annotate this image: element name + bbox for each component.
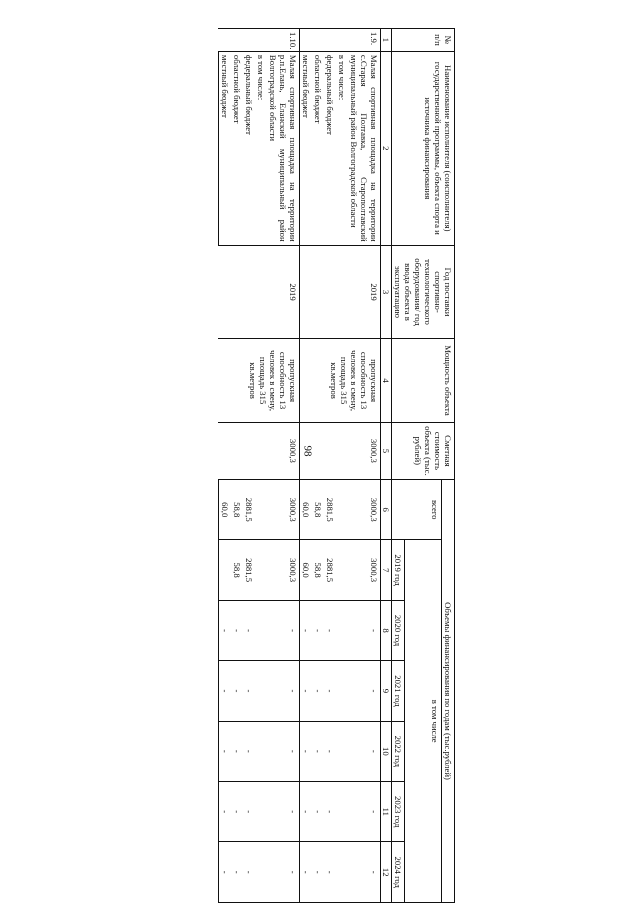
value-2023: -	[348, 782, 381, 842]
budget-2022: -	[324, 721, 336, 781]
budget-2023: -	[300, 782, 313, 842]
budget-2019: 58,8	[312, 540, 324, 600]
budget-2023: -	[243, 782, 255, 842]
budget-total: 2881,5	[324, 480, 336, 540]
object-capacity: пропускная способность 13 человек в смену, площадь 315 кв.метров	[300, 339, 381, 422]
header-2021: 2021 год	[392, 661, 405, 721]
budget-label: федеральный бюджет	[243, 51, 255, 245]
value-2023: -	[267, 782, 300, 842]
col-number: 6	[381, 480, 392, 540]
col-number: 3	[381, 245, 392, 339]
subrow-label: в том числе:	[255, 51, 267, 245]
value-2019: 3000,3	[267, 540, 300, 600]
budget-2024: -	[231, 842, 243, 903]
budget-label: местный бюджет	[300, 51, 313, 245]
budget-label: федеральный бюджет	[324, 51, 336, 245]
object-cost: 3000,3	[219, 422, 300, 479]
budget-2024: -	[324, 842, 336, 903]
budget-2022: -	[243, 721, 255, 781]
budget-2022: -	[219, 721, 232, 781]
col-number: 7	[381, 540, 392, 600]
value-2021: -	[267, 661, 300, 721]
header-2019: 2019 год	[392, 540, 405, 600]
budget-2020: -	[324, 600, 336, 660]
budget-2022: -	[300, 721, 313, 781]
value-2020: -	[267, 600, 300, 660]
budget-total: 58,8	[312, 480, 324, 540]
budget-total: 58,8	[231, 480, 243, 540]
budget-2020: -	[312, 600, 324, 660]
budget-2023: -	[219, 782, 232, 842]
object-year: 2019	[300, 245, 381, 339]
header-2023: 2023 год	[392, 782, 405, 842]
budget-2021: -	[231, 661, 243, 721]
table-row	[267, 29, 300, 903]
budget-2019: 60,0	[300, 540, 313, 600]
value-2024: -	[348, 842, 381, 903]
financing-table	[218, 28, 455, 903]
value-2020: -	[348, 600, 381, 660]
header-including: в том числе	[405, 540, 442, 903]
row-number: 1.10.	[219, 29, 300, 52]
value-2021: -	[348, 661, 381, 721]
header-2022: 2022 год	[392, 721, 405, 781]
total-value: 3000,3	[348, 480, 381, 540]
budget-label: областной бюджет	[312, 51, 324, 245]
col-number: 8	[381, 600, 392, 660]
col-number: 4	[381, 339, 392, 422]
value-2022: -	[348, 721, 381, 781]
budget-2022: -	[231, 721, 243, 781]
budget-2024: -	[219, 842, 232, 903]
object-name: Малая спортивная площадка на территории с.Старая Полтавка, Старополтавский муниципальный район Волгоградской области	[348, 51, 381, 245]
budget-2019: 58,8	[231, 540, 243, 600]
budget-2019: 2881,5	[243, 540, 255, 600]
header-num: № п/п	[392, 29, 455, 52]
budget-2020: -	[219, 600, 232, 660]
budget-2024: -	[312, 842, 324, 903]
budget-label: местный бюджет	[219, 51, 232, 245]
object-name: Малая спортивная площадка на территории р.п.Елань, Еланский муниципальный район Волгоградской области	[267, 51, 300, 245]
budget-total: 60,0	[300, 480, 313, 540]
budget-2019: 2881,5	[324, 540, 336, 600]
col-number: 5	[381, 422, 392, 479]
col-number: 11	[381, 782, 392, 842]
budget-label: областной бюджет	[231, 51, 243, 245]
header-total: всего	[392, 480, 442, 540]
budget-2024: -	[300, 842, 313, 903]
object-year: 2019	[219, 245, 300, 339]
col-number: 10	[381, 721, 392, 781]
budget-2023: -	[324, 782, 336, 842]
header-name: Наименование исполнителя (соисполнителя) государственной программы, объекта спорта и источника финансирования	[392, 51, 455, 245]
header-cost: Сметная стоимость объекта (тыс. рублей)	[392, 422, 455, 479]
header-2024: 2024 год	[392, 842, 405, 903]
subrow-label: в том числе:	[336, 51, 348, 245]
budget-2021: -	[243, 661, 255, 721]
value-2022: -	[267, 721, 300, 781]
object-capacity: пропускная способность 13 человек в смену, площадь 315 кв.метров	[219, 339, 300, 422]
budget-total: 60,0	[219, 480, 232, 540]
value-2024: -	[267, 842, 300, 903]
budget-2023: -	[312, 782, 324, 842]
budget-2020: -	[231, 600, 243, 660]
page-number: 98	[301, 445, 314, 457]
total-value: 3000,3	[267, 480, 300, 540]
col-number: 12	[381, 842, 392, 903]
col-number: 2	[381, 51, 392, 245]
header-capacity: Мощность объекта	[392, 339, 455, 422]
budget-2022: -	[312, 721, 324, 781]
rotated-table-container	[5, 28, 455, 918]
header-funding: Объемы финансирования по годам (тыс.рублей)	[442, 480, 455, 903]
header-2020: 2020 год	[392, 600, 405, 660]
budget-2020: -	[300, 600, 313, 660]
table-row	[348, 29, 381, 903]
object-cost: 3000,3	[300, 422, 381, 479]
budget-2021: -	[300, 661, 313, 721]
row-number: 1.9.	[300, 29, 381, 52]
col-number: 1	[381, 29, 392, 52]
budget-2024: -	[243, 842, 255, 903]
budget-2020: -	[243, 600, 255, 660]
budget-2021: -	[312, 661, 324, 721]
header-year: Год поставки спортивно-технологического оборудования/ год ввода объекта в эксплуатацию	[392, 245, 455, 339]
budget-2019	[219, 540, 232, 600]
budget-2023: -	[231, 782, 243, 842]
value-2019: 3000,3	[348, 540, 381, 600]
budget-2021: -	[219, 661, 232, 721]
budget-total: 2881,5	[243, 480, 255, 540]
budget-2021: -	[324, 661, 336, 721]
col-number: 9	[381, 661, 392, 721]
